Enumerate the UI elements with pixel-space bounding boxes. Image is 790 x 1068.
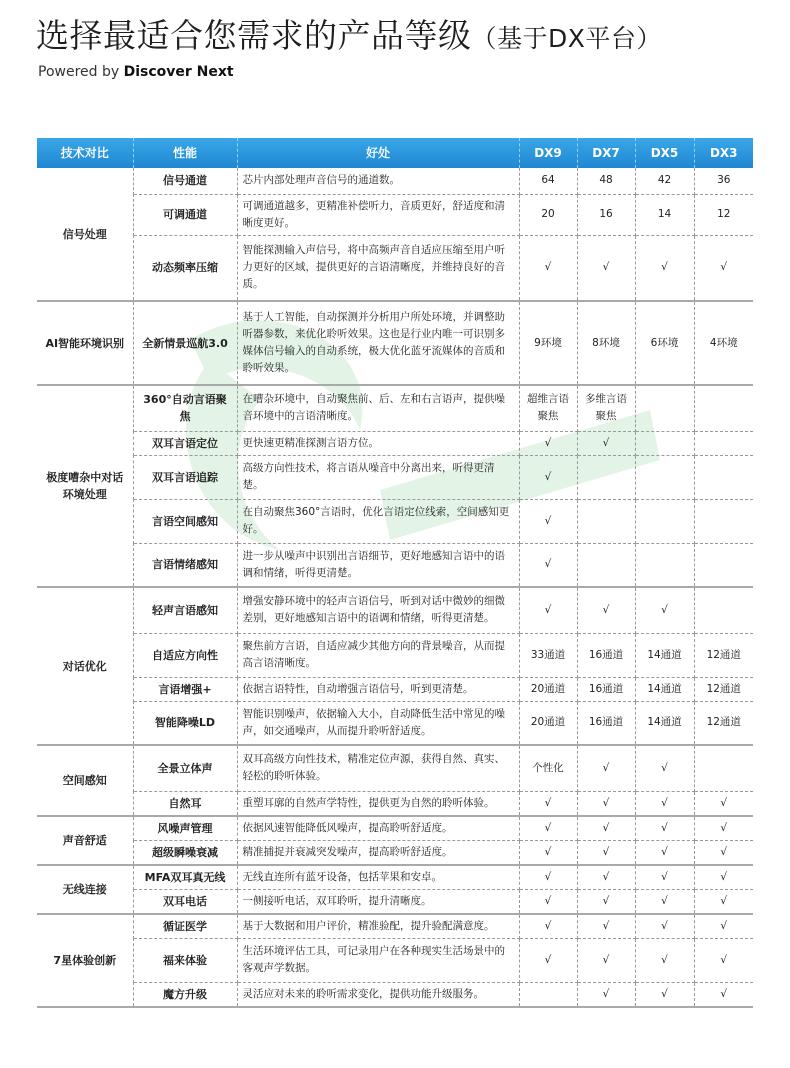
benefit-cell: 智能识别噪声，依据输入大小，自动降低生活中常见的噪声，如交通噪声，从而提升聆听舒适度。 [237,701,519,745]
table-row [37,168,753,194]
benefit-cell: 一侧接听电话，双耳聆听，提升清晰度。 [237,889,519,914]
table-row [37,499,753,543]
benefit-cell: 灵活应对未来的聆听需求变化，提供功能升级服务。 [237,982,519,1007]
category-cell: 7星体验创新 [37,914,133,1007]
value-cell: 16通道 [577,633,635,677]
powered-prefix: Powered by [38,64,120,80]
value-cell: √ [635,745,694,791]
value-cell [635,385,694,431]
value-cell [694,543,753,587]
value-cell: 个性化 [519,745,577,791]
value-cell: √ [519,889,577,914]
value-cell: √ [519,431,577,455]
value-cell: 64 [519,168,577,194]
value-cell: 42 [635,168,694,194]
benefit-cell: 基于大数据和用户评价，精准验配，提升验配满意度。 [237,914,519,939]
value-cell: √ [635,938,694,982]
powered-brand: Discover Next [123,64,234,80]
benefit-cell: 生活环境评估工具，可记录用户在各种现实生活场景中的客观声学数据。 [237,938,519,982]
value-cell: √ [577,431,635,455]
value-cell [694,745,753,791]
table-row [37,982,753,1007]
benefit-cell: 在自动聚焦360°言语时，优化言语定位线索，空间感知更好。 [237,499,519,543]
value-cell: 36 [694,168,753,194]
value-cell: √ [694,235,753,301]
value-cell: √ [519,865,577,890]
table-row [37,633,753,677]
table-row [37,914,753,939]
value-cell: √ [635,840,694,865]
feature-cell: 循证医学 [133,914,237,939]
value-cell: √ [635,816,694,841]
value-cell: √ [519,587,577,633]
category-cell: 极度嘈杂中对话环境处理 [37,385,133,587]
feature-cell: 言语情绪感知 [133,543,237,587]
value-cell: √ [635,791,694,816]
header-cell: 技术对比 [37,138,133,168]
value-cell: 多维言语聚焦 [577,385,635,431]
feature-cell: 言语增强+ [133,677,237,701]
table-row [37,677,753,701]
benefit-cell: 增强安静环境中的轻声言语信号，听到对话中微妙的细微差别，更好地感知言语中的语调和情绪，听得更清楚。 [237,587,519,633]
feature-cell: 智能降噪LD [133,701,237,745]
value-cell: 33通道 [519,633,577,677]
value-cell: √ [694,938,753,982]
value-cell [694,587,753,633]
feature-cell: 信号通道 [133,168,237,194]
table-row [37,745,753,791]
value-cell: √ [519,455,577,499]
feature-cell: 自然耳 [133,791,237,816]
value-cell: 4环境 [694,301,753,385]
benefit-cell: 进一步从噪声中识别出言语细节，更好地感知言语中的语调和情绪，听得更清楚。 [237,543,519,587]
value-cell [694,455,753,499]
value-cell: 14通道 [635,633,694,677]
benefit-cell: 精准捕捉并衰减突发噪声，提高聆听舒适度。 [237,840,519,865]
value-cell: √ [519,816,577,841]
table-row [37,865,753,890]
benefit-cell: 更快速更精准探测言语方位。 [237,431,519,455]
table-row [37,385,753,431]
table-row [37,194,753,235]
benefit-cell: 智能探测输入声信号，将中高频声音自适应压缩至用户听力更好的区域，提供更好的言语清晰度，并维持良好的音质。 [237,235,519,301]
value-cell: 12 [694,194,753,235]
feature-cell: 风噪声管理 [133,816,237,841]
feature-cell: 双耳电话 [133,889,237,914]
value-cell: √ [694,982,753,1007]
benefit-cell: 在嘈杂环境中，自动聚焦前、后、左和右言语声，提供噪音环境中的言语清晰度。 [237,385,519,431]
feature-cell: 超级瞬噪衰减 [133,840,237,865]
value-cell [635,455,694,499]
value-cell: √ [635,587,694,633]
value-cell: 16通道 [577,701,635,745]
value-cell: √ [635,982,694,1007]
category-cell: 空间感知 [37,745,133,816]
table-row [37,431,753,455]
category-cell: 无线连接 [37,865,133,914]
feature-cell: 魔方升级 [133,982,237,1007]
feature-cell: 可调通道 [133,194,237,235]
value-cell: 12通道 [694,677,753,701]
value-cell: 8环境 [577,301,635,385]
feature-cell: 全新情景巡航3.0 [133,301,237,385]
value-cell: √ [635,889,694,914]
benefit-cell: 基于人工智能，自动探测并分析用户所处环境，并调整助听器参数，来优化聆听效果。这也是行业内唯一可识别多媒体信号输入的自动系统，极大优化蓝牙流媒体的音质和聆听效果。 [237,301,519,385]
value-cell: √ [577,235,635,301]
table-row [37,701,753,745]
header-cell: DX7 [577,138,635,168]
value-cell: √ [694,840,753,865]
value-cell [577,499,635,543]
table-row [37,587,753,633]
header-cell: DX3 [694,138,753,168]
value-cell [577,455,635,499]
category-cell: 声音舒适 [37,816,133,865]
value-cell [694,431,753,455]
table-row [37,543,753,587]
benefit-cell: 聚焦前方言语，自适应减少其他方向的背景噪音，从而提高言语清晰度。 [237,633,519,677]
value-cell: 9环境 [519,301,577,385]
value-cell: √ [519,235,577,301]
value-cell: √ [577,865,635,890]
value-cell: 14通道 [635,701,694,745]
value-cell: √ [519,938,577,982]
feature-cell: 言语空间感知 [133,499,237,543]
feature-cell: 双耳言语追踪 [133,455,237,499]
value-cell: √ [635,235,694,301]
category-cell: AI智能环境识别 [37,301,133,385]
value-cell: √ [577,938,635,982]
benefit-cell: 依据风速智能降低风噪声，提高聆听舒适度。 [237,816,519,841]
feature-cell: 福来体验 [133,938,237,982]
comparison-table-wrapper [37,138,753,1008]
value-cell: 20通道 [519,701,577,745]
benefit-cell: 依据言语特性，自动增强言语信号，听到更清楚。 [237,677,519,701]
table-row [37,840,753,865]
feature-cell: 360°自动言语聚焦 [133,385,237,431]
value-cell: √ [694,816,753,841]
value-cell: √ [635,865,694,890]
feature-cell: 轻声言语感知 [133,587,237,633]
title-suffix: （基于DX平台） [471,24,662,53]
table-row [37,235,753,301]
value-cell: √ [694,865,753,890]
benefit-cell: 双耳高级方向性技术，精准定位声源，获得自然、真实、轻松的聆听体验。 [237,745,519,791]
benefit-cell: 无线直连所有蓝牙设备，包括苹果和安卓。 [237,865,519,890]
value-cell: 14通道 [635,677,694,701]
table-row [37,938,753,982]
table-row [37,791,753,816]
value-cell: √ [577,840,635,865]
value-cell [694,499,753,543]
value-cell: √ [635,914,694,939]
benefit-cell: 高级方向性技术，将言语从噪音中分离出来，听得更清楚。 [237,455,519,499]
value-cell [519,982,577,1007]
value-cell: √ [694,914,753,939]
value-cell: 20通道 [519,677,577,701]
table-row [37,816,753,841]
value-cell: √ [577,982,635,1007]
value-cell: √ [577,791,635,816]
table-row [37,301,753,385]
value-cell [694,385,753,431]
header-cell: DX9 [519,138,577,168]
value-cell [635,543,694,587]
feature-cell: 全景立体声 [133,745,237,791]
benefit-cell: 芯片内部处理声音信号的通道数。 [237,168,519,194]
value-cell: 16 [577,194,635,235]
value-cell: √ [577,745,635,791]
value-cell: 超维言语聚焦 [519,385,577,431]
header-cell: 性能 [133,138,237,168]
feature-cell: 双耳言语定位 [133,431,237,455]
value-cell: 20 [519,194,577,235]
value-cell: √ [577,587,635,633]
value-cell: √ [577,889,635,914]
powered-by-line [38,64,234,80]
category-cell: 信号处理 [37,168,133,301]
value-cell: 48 [577,168,635,194]
value-cell: 14 [635,194,694,235]
value-cell: √ [519,840,577,865]
value-cell: √ [694,889,753,914]
value-cell: √ [694,791,753,816]
value-cell: 16通道 [577,677,635,701]
table-row [37,889,753,914]
table-header-row [37,138,753,168]
value-cell: 6环境 [635,301,694,385]
category-cell: 对话优化 [37,587,133,745]
value-cell: √ [519,791,577,816]
title-main: 选择最适合您需求的产品等级 [36,16,472,55]
benefit-cell: 重塑耳廓的自然声学特性，提供更为自然的聆听体验。 [237,791,519,816]
comparison-table [37,138,753,1008]
value-cell: √ [577,914,635,939]
value-cell: √ [577,816,635,841]
page-title [36,14,662,61]
value-cell: √ [519,543,577,587]
benefit-cell: 可调通道越多，更精准补偿听力，音质更好，舒适度和清晰度更好。 [237,194,519,235]
feature-cell: 动态频率压缩 [133,235,237,301]
table-body [37,168,753,1007]
value-cell: 12通道 [694,701,753,745]
value-cell: 12通道 [694,633,753,677]
feature-cell: MFA双耳真无线 [133,865,237,890]
value-cell [635,499,694,543]
value-cell [635,431,694,455]
table-row [37,455,753,499]
value-cell: √ [519,914,577,939]
header-cell: 好处 [237,138,519,168]
value-cell [577,543,635,587]
value-cell: √ [519,499,577,543]
header-cell: DX5 [635,138,694,168]
feature-cell: 自适应方向性 [133,633,237,677]
